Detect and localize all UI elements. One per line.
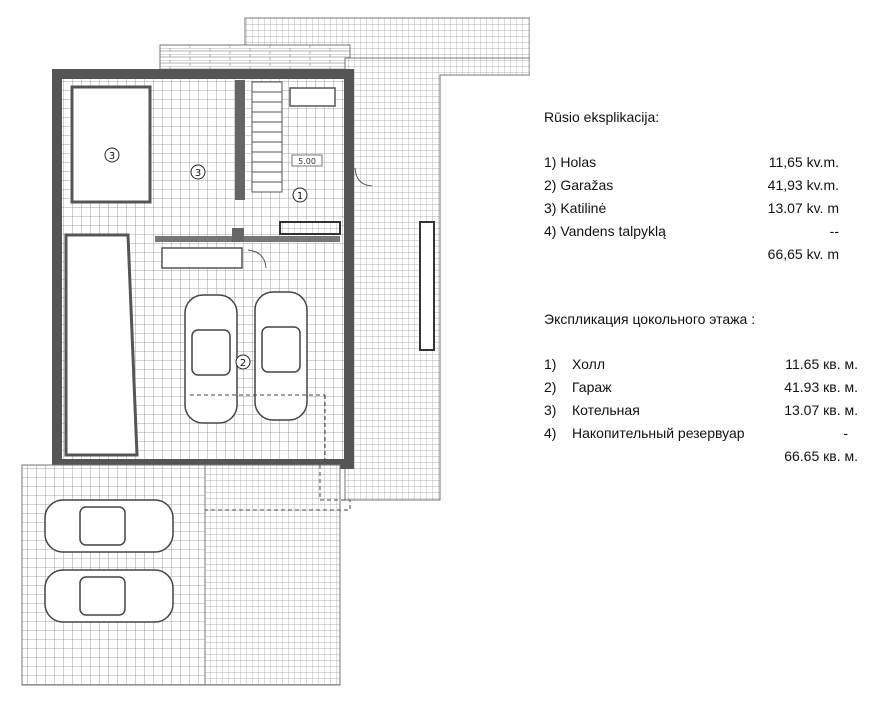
room-marker-label: 3	[108, 151, 116, 162]
legend-label: 1) Holas	[544, 154, 597, 170]
legend-row	[544, 399, 858, 422]
legend-value: 13.07 kv. m	[767, 200, 839, 216]
room-katiline	[72, 87, 150, 202]
legend-label: 2) Garažas	[544, 177, 614, 193]
legend-title: Экспликация цокольного этажа :	[544, 311, 756, 327]
legend-number: 2)	[544, 379, 557, 395]
legend-label: Накопительный резервуар	[572, 425, 745, 441]
room-marker-label: 1	[296, 191, 304, 202]
cabinet-row	[162, 248, 242, 268]
legend-label: Котельная	[572, 402, 640, 418]
terrace-step	[160, 45, 350, 70]
interior-wall-2	[155, 236, 340, 242]
legend-label: Холл	[572, 356, 605, 372]
legend-row	[544, 151, 839, 174]
legend-title: Rūsio eksplikacija:	[544, 109, 660, 125]
legend-row	[544, 197, 839, 220]
radiator	[280, 222, 340, 234]
legend-value: 41,93 kv.m.	[767, 177, 839, 193]
legend-label: Гараж	[572, 379, 612, 395]
legend-value: -	[843, 425, 848, 441]
legend-number: 3)	[544, 402, 557, 418]
interior-wall	[235, 80, 245, 200]
legend-row	[544, 353, 858, 376]
legend-value: --	[829, 223, 839, 239]
legend-row	[544, 376, 858, 399]
legend-row	[544, 220, 839, 243]
legend-value: 11.65 кв. м.	[785, 356, 858, 372]
legend-value: 11,65 kv.m.	[768, 154, 839, 170]
terrace-slot	[420, 222, 434, 350]
room-marker-label: 2	[239, 358, 247, 369]
legend-value: 41.93 кв. м.	[784, 379, 858, 395]
legend-row	[544, 174, 839, 197]
legend-lithuanian	[544, 106, 839, 266]
legend-total-row	[544, 445, 858, 468]
room-marker-label: 3	[194, 168, 202, 179]
interior-wall-3	[232, 228, 244, 242]
legend-label: 4) Vandens talpyklą	[544, 223, 666, 239]
boiler-unit	[290, 88, 335, 106]
legend-value: 13.07 кв. м.	[784, 402, 858, 418]
left-void	[66, 235, 137, 455]
legend-total-row	[544, 243, 839, 266]
legend-label: 3) Katilinė	[544, 200, 607, 216]
right-terrace	[345, 58, 530, 500]
legend-number: 1)	[544, 356, 557, 372]
legend-number: 4)	[544, 425, 557, 441]
legend-total: 66,65 kv. m	[767, 246, 839, 262]
stairs	[252, 82, 282, 192]
legend-russian	[544, 308, 858, 468]
driveway	[205, 465, 340, 685]
legend-total: 66.65 кв. м.	[784, 448, 858, 464]
legend-row	[544, 422, 858, 445]
dimension-label: 5.00	[298, 157, 316, 166]
